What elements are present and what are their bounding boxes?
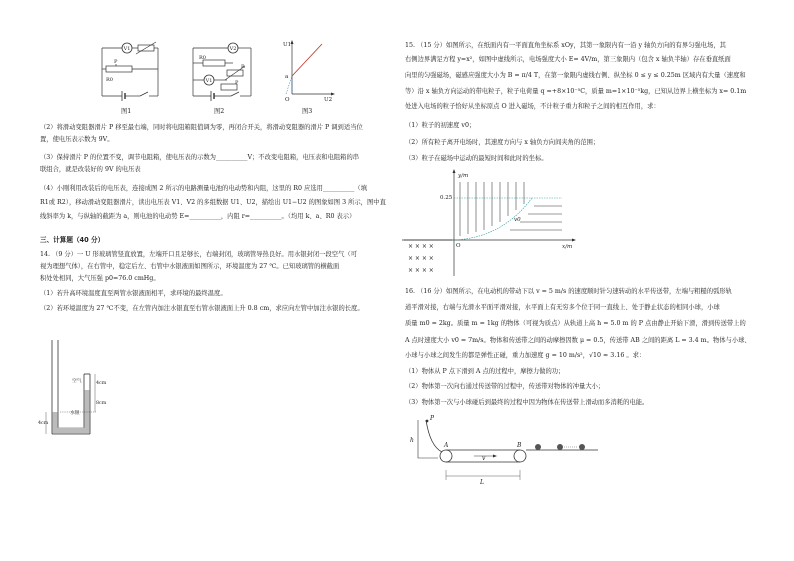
y-axis-label: y/m xyxy=(458,173,469,179)
q14-line: 视为理想气体），在右管中，稳定后左、右管中水银液面如图所示，环境温度为 27 ℃。已知玻璃管的横截面 xyxy=(40,263,340,270)
q13-line: 线斜率为 k，与纵轴的截距为 a，则电池的电动势 E=__________，内阻 r=__________。（均用 k、a、R0 表示） xyxy=(40,213,356,220)
x-axis-label: x/m xyxy=(562,244,573,250)
q16-sub: （1）物体从 P 点下滑到 A 点的过程中，摩擦力做的功； xyxy=(405,368,565,375)
svg-text:× × × ×: × × × × xyxy=(408,255,434,262)
height-h-label: h xyxy=(410,437,414,444)
u2-axis-label: U2 xyxy=(324,97,333,103)
q16-line: 道平滑对接，右端与光滑水平面平滑对接，水平面上有无穷多个位于同一直线上、处于静止状态的相同小球，小球 xyxy=(405,304,720,311)
q16-sub: （3）物体第一次与小球碰后到最终的过程中因为物体在传送带上滑动而多消耗的电能。 xyxy=(405,399,649,406)
fig2-caption: 图2 xyxy=(214,108,225,115)
fig2-v1-label: V1 xyxy=(205,78,213,84)
u1-u2-graph xyxy=(282,40,336,102)
circuit-figure-1 xyxy=(92,40,162,102)
origin-label: O xyxy=(285,97,290,103)
q15-line: 向里的匀强磁场，磁感应强度大小为 B = π/4 T，在第一象限内虚线右侧、纵坐标 0 ≤ y ≤ 0.25m 区域内有大量（速度和 xyxy=(405,72,746,79)
q13-line: 联组合，就是改装好的 9V 的电压表 xyxy=(40,166,141,173)
intercept-label: a xyxy=(285,74,289,80)
origin-o-label: O xyxy=(456,243,461,249)
fig1-r0-label: R0 xyxy=(106,77,113,83)
q13-line: （2）将滑动变阻器滑片 P 移至最右端，同时将电阻箱阻值调为零，再闭合开关，将滑动变阻器的滑片 P 调到适当位 xyxy=(40,124,363,131)
point-b-label: B xyxy=(517,442,522,449)
fig2-r-label: R xyxy=(241,64,245,70)
q13-line: （4）小刚利用改装后的电压表，连接成图 2 所示的电路测量电池的电动势和内阻，这里的 R0 应选用__________（填 xyxy=(40,185,368,192)
q13-line: 置，使电压表示数为 9V。 xyxy=(40,136,114,143)
point-a-label: A xyxy=(444,442,449,449)
dimension-4cm-bottom: 4cm xyxy=(38,421,49,426)
dimension-4cm-top: 4cm xyxy=(96,381,107,386)
q15-sub: （3）粒子在磁场中运动的最短时间和此时的坐标。 xyxy=(405,155,548,162)
q15-line: 等）沿 x 轴负方向运动的带电粒子，粒子电荷量 q =+8×10⁻⁵C，质量 m=1×10⁻⁵kg，已知从边界上横坐标为 x= 0.1m xyxy=(405,88,747,95)
fig1-caption: 图1 xyxy=(121,108,132,115)
fig1-voltmeter-label: V1 xyxy=(123,46,131,52)
fig2-p-label: P xyxy=(235,80,239,86)
field-region-figure xyxy=(402,168,582,280)
fig2-v2-label: V2 xyxy=(229,46,237,52)
y-value-label: 0.25 xyxy=(440,195,453,201)
q14-line: 积处处相同，大气压强 p0=76.0 cmHg。 xyxy=(40,275,160,282)
circuit-figure-2 xyxy=(187,40,257,102)
conveyor-figure xyxy=(402,412,602,487)
dimension-8cm: 8cm xyxy=(96,401,107,406)
u-tube-figure xyxy=(38,338,108,438)
v0-label: v0 xyxy=(514,217,521,223)
q14-line: （2）若环境温度为 27 ℃不变，在左管内加注水银直至右管水银液面上升 0.8 cm，求应向左管中加注水银的长度。 xyxy=(40,305,364,312)
u1-axis-label: U1 xyxy=(283,42,292,48)
air-label: 空气 xyxy=(72,379,82,384)
q13-line: （3）保持滑片 P 的位置不变，调节电阻箱，使电压表的示数为__________V；不改变电阻箱，电压表和电阻箱的串 xyxy=(40,154,360,161)
q16-line: A 点时速度大小 v0 = 7m/s。物体和传送带之间的动摩擦因数 μ = 0.5，传送带 AB 之间的距离 L = 3.4 m。物体与小球、 xyxy=(405,337,751,344)
mercury-label: 水银 xyxy=(70,411,80,416)
fig2-r0-label: R0 xyxy=(199,55,206,61)
q15-sub: （2）所有粒子离开电场时，其速度方向与 x 轴负方向间夹角的范围； xyxy=(405,139,600,146)
length-l-label: L xyxy=(480,479,484,486)
q15-line: 处进入电场的粒子恰好从坐标原点 O 进入磁场，不计粒子重力和粒子之间的相互作用，求： xyxy=(405,103,660,110)
q14-line: （1）若升高环境温度直至两管水银液面相平，求环境的最终温度。 xyxy=(40,290,227,297)
q14-line: 14. （9 分）一 U 形玻璃管竖直放置，左端开口且足够长，右端封闭，玻璃管导热良好。用水银封闭一段空气（可 xyxy=(40,251,357,258)
q15-line: 15. （15 分）如图所示，在纸面内有一平面直角坐标系 xOy，其第一象限内有一沿 y 轴负方向的有界匀强电场，其 xyxy=(405,42,726,49)
q13-line: R1或 R2），移动滑动变阻器滑片，读出电压表 V1、V2 的多组数据 U1、U2，描绘出 U1−U2 的图象如图 3 所示，图中直 xyxy=(40,199,386,206)
point-p-label: P xyxy=(430,415,435,422)
q15-line: 右侧边界满足方程 y=x²，如图中虚线所示，电场强度大小 E= 4V/m，第三象限内（包含 x 轴负半轴）存在垂直纸面 xyxy=(405,56,731,63)
q16-line: 质量 m0 = 2kg。质量 m = 1kg 的物体（可视为质点）从轨道上高 h = 5.0 m 的 P 点由静止开始下滑，滑到传送带上的 xyxy=(405,320,746,327)
fig1-slider-label: P xyxy=(114,59,118,65)
q16-line: 小球与小球之间发生的都是弹性正碰，重力加速度 g = 10 m/s²，√10 ≈ 3.16 。求： xyxy=(405,352,646,359)
q15-sub: （1）粒子的初速度 v0； xyxy=(405,122,476,129)
svg-text:× × × ×: × × × × xyxy=(408,267,434,274)
belt-v-label: v xyxy=(482,455,486,462)
fig3-caption: 图3 xyxy=(302,108,313,115)
q16-sub: （2）物体第一次向右通过传送带的过程中，传送带对物体的冲量大小； xyxy=(405,383,605,390)
q16-line: 16. （16 分）如图所示，在电动机的带动下以 v = 5 m/s 的速度顺时针匀速转动的水平传送带，左端与粗糙的弧形轨 xyxy=(405,288,732,295)
svg-text:× × × ×: × × × × xyxy=(408,243,434,250)
section-3-title: 三、计算题（40 分） xyxy=(40,236,105,244)
